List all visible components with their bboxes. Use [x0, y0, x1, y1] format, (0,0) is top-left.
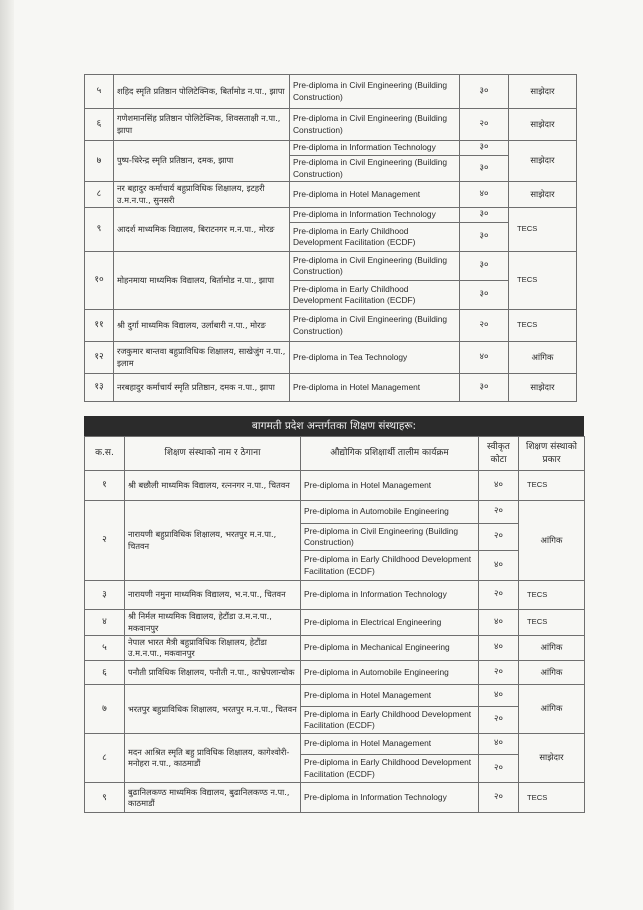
- program-name: Pre-diploma in Civil Engineering (Building Construction): [290, 109, 460, 141]
- program-name: Pre-diploma in Tea Technology: [290, 342, 460, 374]
- approved-quota: ३०: [460, 223, 509, 252]
- approved-quota: २०: [460, 310, 509, 342]
- serial-number: ८: [85, 182, 114, 208]
- institution-name: गणेशमानसिंह प्रतिष्ठान पोलिटेक्निक, शिवसताक्षी न.पा., झापा: [114, 109, 290, 141]
- serial-number: ७: [85, 141, 114, 182]
- program-name: Pre-diploma in Civil Engineering (Building Construction): [290, 310, 460, 342]
- approved-quota: ४०: [460, 182, 509, 208]
- program-name: Pre-diploma in Hotel Management: [301, 471, 479, 501]
- approved-quota: २०: [479, 755, 519, 783]
- approved-quota: ४०: [479, 685, 519, 707]
- serial-number: ३: [85, 581, 125, 610]
- institution-type: TECS: [509, 208, 577, 252]
- approved-quota: ३०: [460, 156, 509, 182]
- institution-name: मोहनमाया माध्यमिक विद्यालय, बिर्तामोड न.पा., झापा: [114, 252, 290, 310]
- program-name: Pre-diploma in Hotel Management: [290, 182, 460, 208]
- program-name: Pre-diploma in Early Childhood Development Facilitation (ECDF): [290, 281, 460, 310]
- approved-quota: २०: [479, 524, 519, 551]
- serial-number: १३: [85, 374, 114, 402]
- serial-number: १२: [85, 342, 114, 374]
- institution-type: साझेदार: [519, 734, 585, 783]
- program-name: Pre-diploma in Hotel Management: [290, 374, 460, 402]
- approved-quota: ४०: [460, 342, 509, 374]
- table-row: [85, 471, 585, 501]
- header-type: शिक्षण संस्थाको प्रकार: [519, 437, 585, 471]
- program-name: Pre-diploma in Information Technology: [290, 208, 460, 223]
- table-row: [85, 581, 585, 610]
- program-name: Pre-diploma in Civil Engineering (Building Construction): [301, 524, 479, 551]
- institution-name: नारायणी बहुप्राविधिक शिक्षालय, भरतपुर म.न.पा., चितवन: [125, 501, 301, 581]
- table-row: [85, 661, 585, 685]
- table-row: [85, 182, 577, 208]
- program-name: Pre-diploma in Electrical Engineering: [301, 610, 479, 636]
- approved-quota: ४०: [479, 636, 519, 661]
- program-name: Pre-diploma in Hotel Management: [301, 685, 479, 707]
- header-sn: क.स.: [85, 437, 125, 471]
- serial-number: ११: [85, 310, 114, 342]
- institution-name: रजकुमार बान्तवा बहुप्राविधिक शिक्षालय, साखेजुंग न.पा., इलाम: [114, 342, 290, 374]
- institution-type: आंगिक: [519, 501, 585, 581]
- approved-quota: २०: [479, 783, 519, 813]
- institution-type: साझेदार: [509, 374, 577, 402]
- approved-quota: २०: [460, 109, 509, 141]
- program-name: Pre-diploma in Early Childhood Development Facilitation (ECDF): [301, 707, 479, 734]
- serial-number: ९: [85, 208, 114, 252]
- institution-name: नेपाल भारत मैत्री बहुप्राविधिक शिक्षालय, हेटौंडा उ.म.न.पा., मकवानपुर: [125, 636, 301, 661]
- serial-number: ८: [85, 734, 125, 783]
- institution-name: नरबहादुर कर्माचार्य स्मृति प्रतिष्ठान, दमक न.पा., झापा: [114, 374, 290, 402]
- table-row: [85, 610, 585, 636]
- institution-type: आंगिक: [519, 685, 585, 734]
- serial-number: ६: [85, 109, 114, 141]
- institution-name: भरतपुर बहुप्राविधिक शिक्षालय, भरतपुर म.न.पा., चितवन: [125, 685, 301, 734]
- serial-number: ५: [85, 636, 125, 661]
- institution-type: TECS: [519, 471, 585, 501]
- serial-number: ५: [85, 75, 114, 109]
- program-name: Pre-diploma in Early Childhood Development Facilitation (ECDF): [301, 551, 479, 581]
- institution-type: साझेदार: [509, 182, 577, 208]
- institution-name: नारायणी नमुना माध्यमिक विद्यालय, भ.न.पा., चितवन: [125, 581, 301, 610]
- table-row: [85, 636, 585, 661]
- serial-number: ४: [85, 610, 125, 636]
- program-name: Pre-diploma in Automobile Engineering: [301, 661, 479, 685]
- institution-type: आंगिक: [519, 636, 585, 661]
- institution-type: TECS: [519, 581, 585, 610]
- serial-number: १: [85, 471, 125, 501]
- serial-number: ७: [85, 685, 125, 734]
- institution-name: पुष्प-धिरेन्द्र स्मृति प्रतिष्ठान, दमक, झापा: [114, 141, 290, 182]
- serial-number: ९: [85, 783, 125, 813]
- program-name: Pre-diploma in Civil Engineering (Building Construction): [290, 75, 460, 109]
- program-name: Pre-diploma in Mechanical Engineering: [301, 636, 479, 661]
- program-name: Pre-diploma in Early Childhood Development Facilitation (ECDF): [301, 755, 479, 783]
- table-row: [85, 685, 585, 707]
- program-name: Pre-diploma in Information Technology: [290, 141, 460, 156]
- approved-quota: ३०: [460, 75, 509, 109]
- table-header-row: [85, 437, 585, 471]
- approved-quota: ३०: [460, 281, 509, 310]
- approved-quota: ३०: [460, 374, 509, 402]
- institution-type: TECS: [509, 310, 577, 342]
- institution-type: TECS: [519, 783, 585, 813]
- institution-name: आदर्श माध्यमिक विद्यालय, बिराटनगर म.न.पा., मोरङ: [114, 208, 290, 252]
- approved-quota: ३०: [460, 208, 509, 223]
- table-row: [85, 734, 585, 755]
- institution-name: श्री बछौली माध्यमिक विद्यालय, रत्ननगर न.पा., चितवन: [125, 471, 301, 501]
- approved-quota: ३०: [460, 141, 509, 156]
- table-row: [85, 208, 577, 223]
- table-row: [85, 252, 577, 281]
- approved-quota: २०: [479, 707, 519, 734]
- serial-number: ६: [85, 661, 125, 685]
- header-program: औद्योगिक प्रशिक्षार्थी तालीम कार्यक्रम: [301, 437, 479, 471]
- institution-type: आंगिक: [509, 342, 577, 374]
- serial-number: २: [85, 501, 125, 581]
- serial-number: १०: [85, 252, 114, 310]
- institution-name: पनौती प्राविधिक शिक्षालय, पनौती न.पा., काभ्रेपलान्चोक: [125, 661, 301, 685]
- approved-quota: ४०: [479, 551, 519, 581]
- table-row: [85, 310, 577, 342]
- program-name: Pre-diploma in Automobile Engineering: [301, 501, 479, 524]
- table-row: [85, 109, 577, 141]
- program-name: Pre-diploma in Hotel Management: [301, 734, 479, 755]
- approved-quota: ४०: [479, 471, 519, 501]
- section-heading: बागमती प्रदेश अन्तर्गतका शिक्षण संस्थाहरू:: [84, 416, 584, 436]
- approved-quota: २०: [479, 581, 519, 610]
- institution-name: शहिद स्मृति प्रतिष्ठान पोलिटेक्निक, बिर्तामोड न.पा., झापा: [114, 75, 290, 109]
- institution-type: साझेदार: [509, 109, 577, 141]
- institution-name: श्री दुर्गा माध्यमिक विद्यालय, उर्लाबारी न.पा., मोरङ: [114, 310, 290, 342]
- approved-quota: ३०: [460, 252, 509, 281]
- institution-type: साझेदार: [509, 141, 577, 182]
- institution-name: बुढानिलकण्ठ माध्यमिक विद्यालय, बुढानिलकण्ठ न.पा., काठमाडौं: [125, 783, 301, 813]
- institution-name: मदन आश्रित स्मृति बहु प्राविधिक शिक्षालय, कागेश्वोरी-मनोहरा न.पा., काठमाडौं: [125, 734, 301, 783]
- program-name: Pre-diploma in Information Technology: [301, 581, 479, 610]
- program-name: Pre-diploma in Civil Engineering (Building Construction): [290, 156, 460, 182]
- institution-type: साझेदार: [509, 75, 577, 109]
- institution-type: TECS: [509, 252, 577, 310]
- top-institution-table: [84, 74, 577, 402]
- institution-name: नर बहादुर कर्माचार्य बहुप्राविधिक शिक्षालय, इटहरी उ.म.न.पा., सुनसरी: [114, 182, 290, 208]
- table-row: [85, 141, 577, 156]
- scan-edge-shadow: [0, 0, 14, 910]
- header-quota: स्वीकृत कोटा: [479, 437, 519, 471]
- institution-type: आंगिक: [519, 661, 585, 685]
- institution-name: श्री निर्मल माध्यमिक विद्यालय, हेटौंडा उ.म.न.पा., मकवानपुर: [125, 610, 301, 636]
- approved-quota: ४०: [479, 610, 519, 636]
- program-name: Pre-diploma in Early Childhood Development Facilitation (ECDF): [290, 223, 460, 252]
- table-row: [85, 342, 577, 374]
- approved-quota: ४०: [479, 734, 519, 755]
- table-row: [85, 75, 577, 109]
- table-row: [85, 501, 585, 524]
- table-row: [85, 783, 585, 813]
- approved-quota: २०: [479, 501, 519, 524]
- approved-quota: २०: [479, 661, 519, 685]
- program-name: Pre-diploma in Information Technology: [301, 783, 479, 813]
- header-institution: शिक्षण संस्थाको नाम र ठेगाना: [125, 437, 301, 471]
- program-name: Pre-diploma in Civil Engineering (Building Construction): [290, 252, 460, 281]
- bagmati-institution-table: [84, 436, 585, 813]
- institution-type: TECS: [519, 610, 585, 636]
- table-row: [85, 374, 577, 402]
